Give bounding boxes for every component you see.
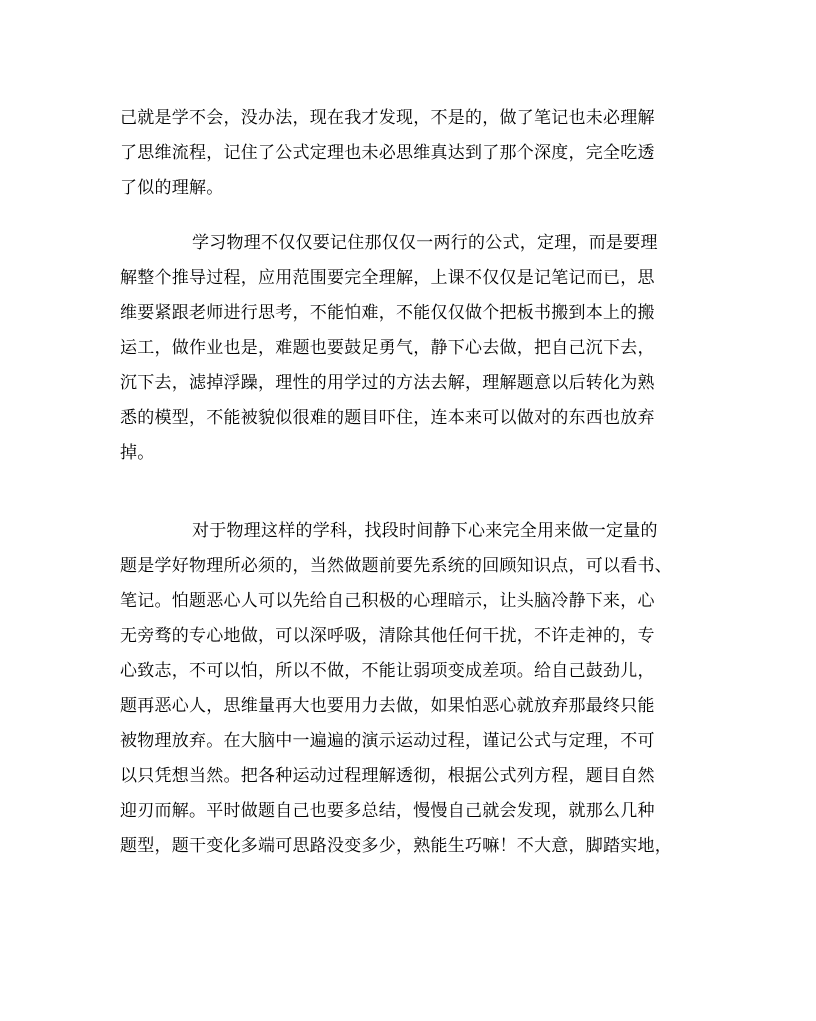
text-line: 己就是学不会，没办法，现在我才发现，不是的，做了笔记也未必理解 [120,108,655,128]
text-line: 题再恶心人，思维量再大也要用力去做，如果怕恶心就放弃那最终只能 [120,696,655,716]
text-line: 笔记。怕题恶心人可以先给自己积极的心理暗示，让头脑冷静下来，心 [120,591,655,611]
text-line: 以只凭想当然。把各种运动过程理解透彻，根据公式列方程，题目自然 [120,766,655,786]
text-line: 心致志，不可以怕，所以不做，不能让弱项变成差项。给自己鼓劲儿， [120,661,655,681]
paragraph-1 [120,101,700,206]
text-line: 悉的模型，不能被貌似很难的题目吓住，连本来可以做对的东西也放弃 [120,408,655,428]
text-line: 解整个推导过程，应用范围要完全理解，上课不仅仅是记笔记而已，思 [120,268,655,288]
text-line: 沉下去，滤掉浮躁，理性的用学过的方法去解，理解题意以后转化为熟 [120,373,655,393]
text-line: 迎刃而解。平时做题自己也要多总结，慢慢自己就会发现，就那么几种 [120,801,655,821]
text-line: 无旁骛的专心地做，可以深呼吸，清除其他任何干扰，不许走神的，专 [120,626,655,646]
text-line: 题型，题干变化多端可思路没变多少，熟能生巧嘛！不大意，脚踏实地， [120,836,672,856]
paragraph-2 [120,226,700,471]
text-line: 运工，做作业也是，难题也要鼓足勇气，静下心去做，把自己沉下去， [120,338,655,358]
text-line: 对于物理这样的学科，找段时间静下心来完全用来做一定量的 [192,521,658,541]
text-line: 维要紧跟老师进行思考，不能怕难，不能仅仅做个把板书搬到本上的搬 [120,303,655,323]
text-line: 了思维流程，记住了公式定理也未必思维真达到了那个深度，完全吃透 [120,143,655,163]
paragraph-3 [120,514,700,864]
text-line: 被物理放弃。在大脑中一遍遍的演示运动过程，谨记公式与定理，不可 [120,731,655,751]
text-line: 掉。 [120,443,155,463]
text-line: 了似的理解。 [120,178,224,198]
text-line: 学习物理不仅仅要记住那仅仅一两行的公式，定理，而是要理 [192,233,658,253]
text-line: 题是学好物理所必须的，当然做题前要先系统的回顾知识点，可以看书、 [120,556,672,576]
